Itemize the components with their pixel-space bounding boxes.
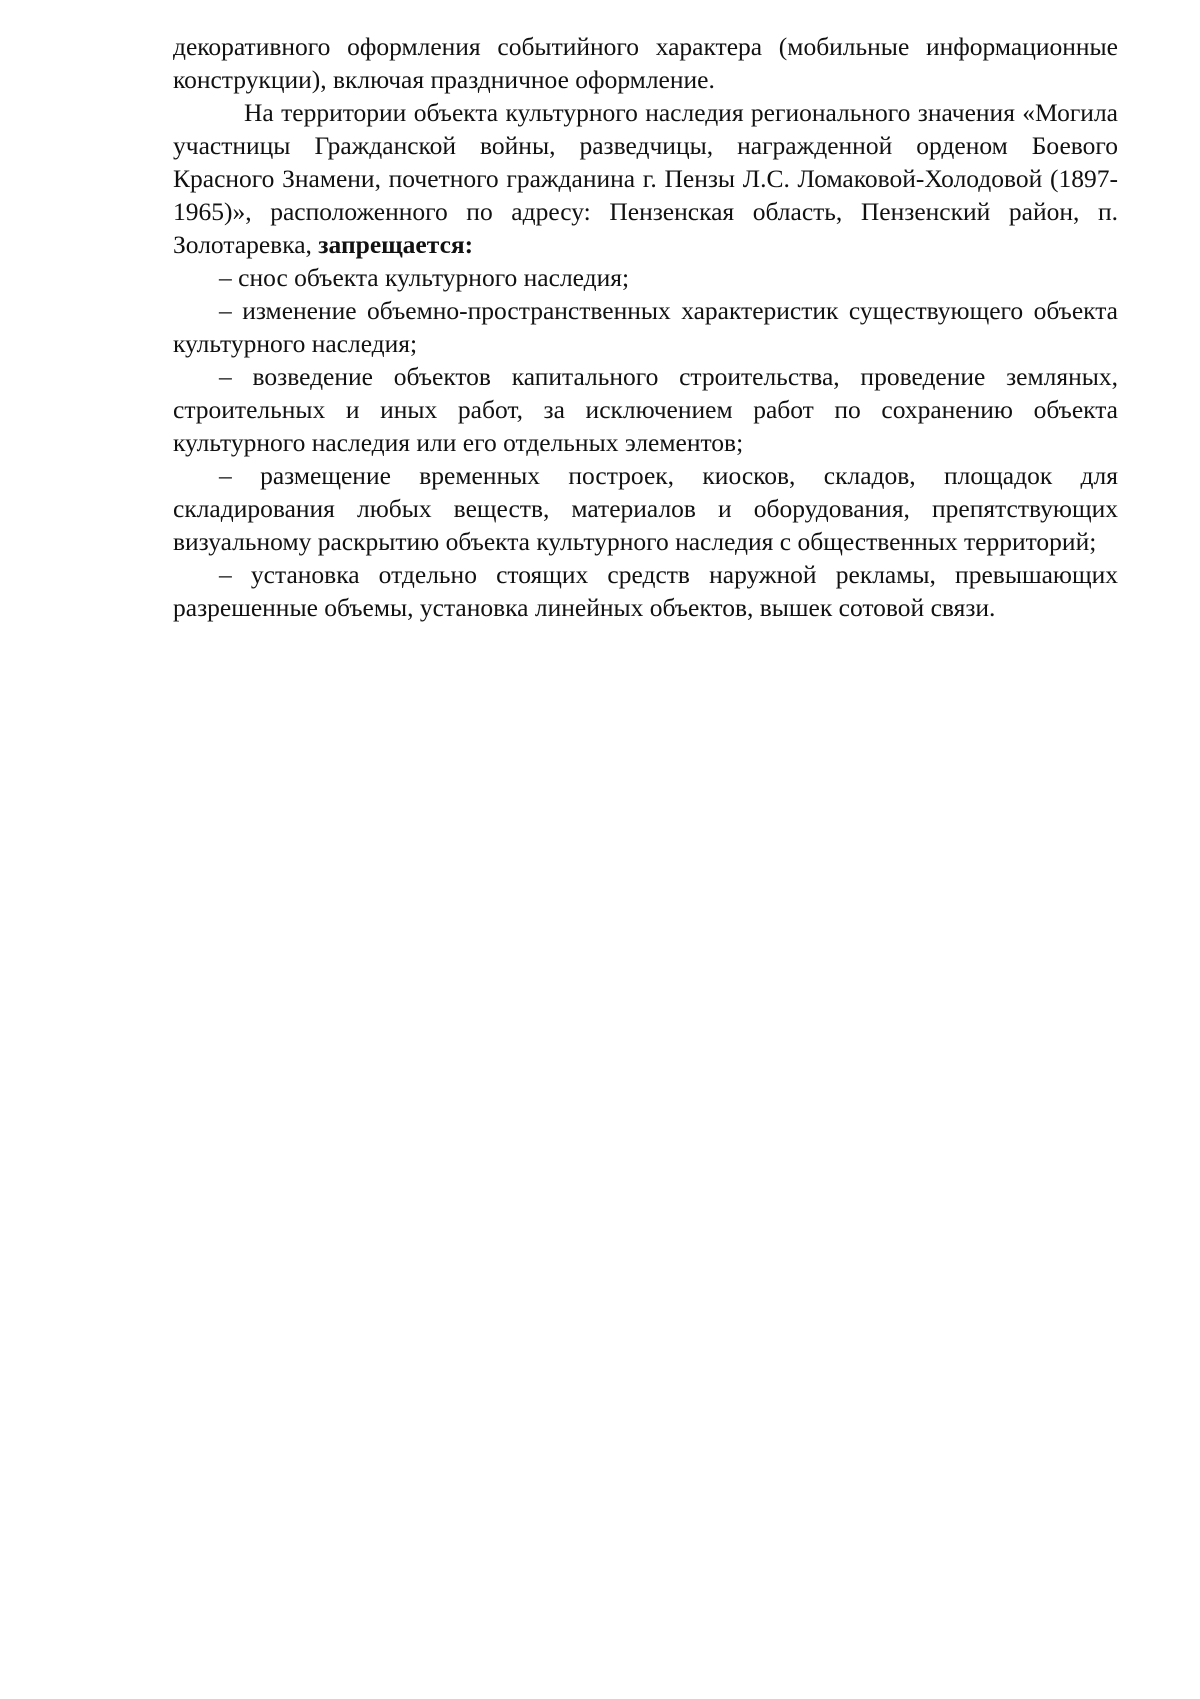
prohibition-item: – снос объекта культурного наследия; bbox=[219, 263, 630, 292]
document-page bbox=[173, 30, 1118, 624]
main-paragraph-text: На территории объекта культурного наследия регионального значения «Могила участницы Гражданской войны, разведчицы, награжденной орденом Боевого Красного Знамени, почетного гражданина г. Пензы Л.С. Ломаковой-Холодовой (1897-1965)», расположенного по адресу: Пензенская область, Пензенский район, п. Золотаревка, bbox=[173, 98, 1118, 259]
main-paragraph bbox=[173, 96, 1118, 261]
prohibition-item: – изменение объемно-пространственных характеристик существующего объекта культурного наследия; bbox=[173, 296, 1118, 358]
prohibition-item: – возведение объектов капитального строительства, проведение земляных, строительных и иных работ, за исключением работ по сохранению объекта культурного наследия или его отдельных элементов; bbox=[173, 362, 1118, 457]
continuation-paragraph: декоративного оформления событийного характера (мобильные информационные конструкции), включая праздничное оформление. bbox=[173, 32, 1118, 94]
prohibition-item: – размещение временных построек, киосков, складов, площадок для складирования любых веществ, материалов и оборудования, препятствующих визуальному раскрытию объекта культурного наследия с общественных территорий; bbox=[173, 461, 1118, 556]
prohibited-emphasis: запрещается: bbox=[318, 230, 474, 259]
prohibition-item: – установка отдельно стоящих средств наружной рекламы, превышающих разрешенные объемы, установка линейных объектов, вышек сотовой связи. bbox=[173, 560, 1118, 622]
